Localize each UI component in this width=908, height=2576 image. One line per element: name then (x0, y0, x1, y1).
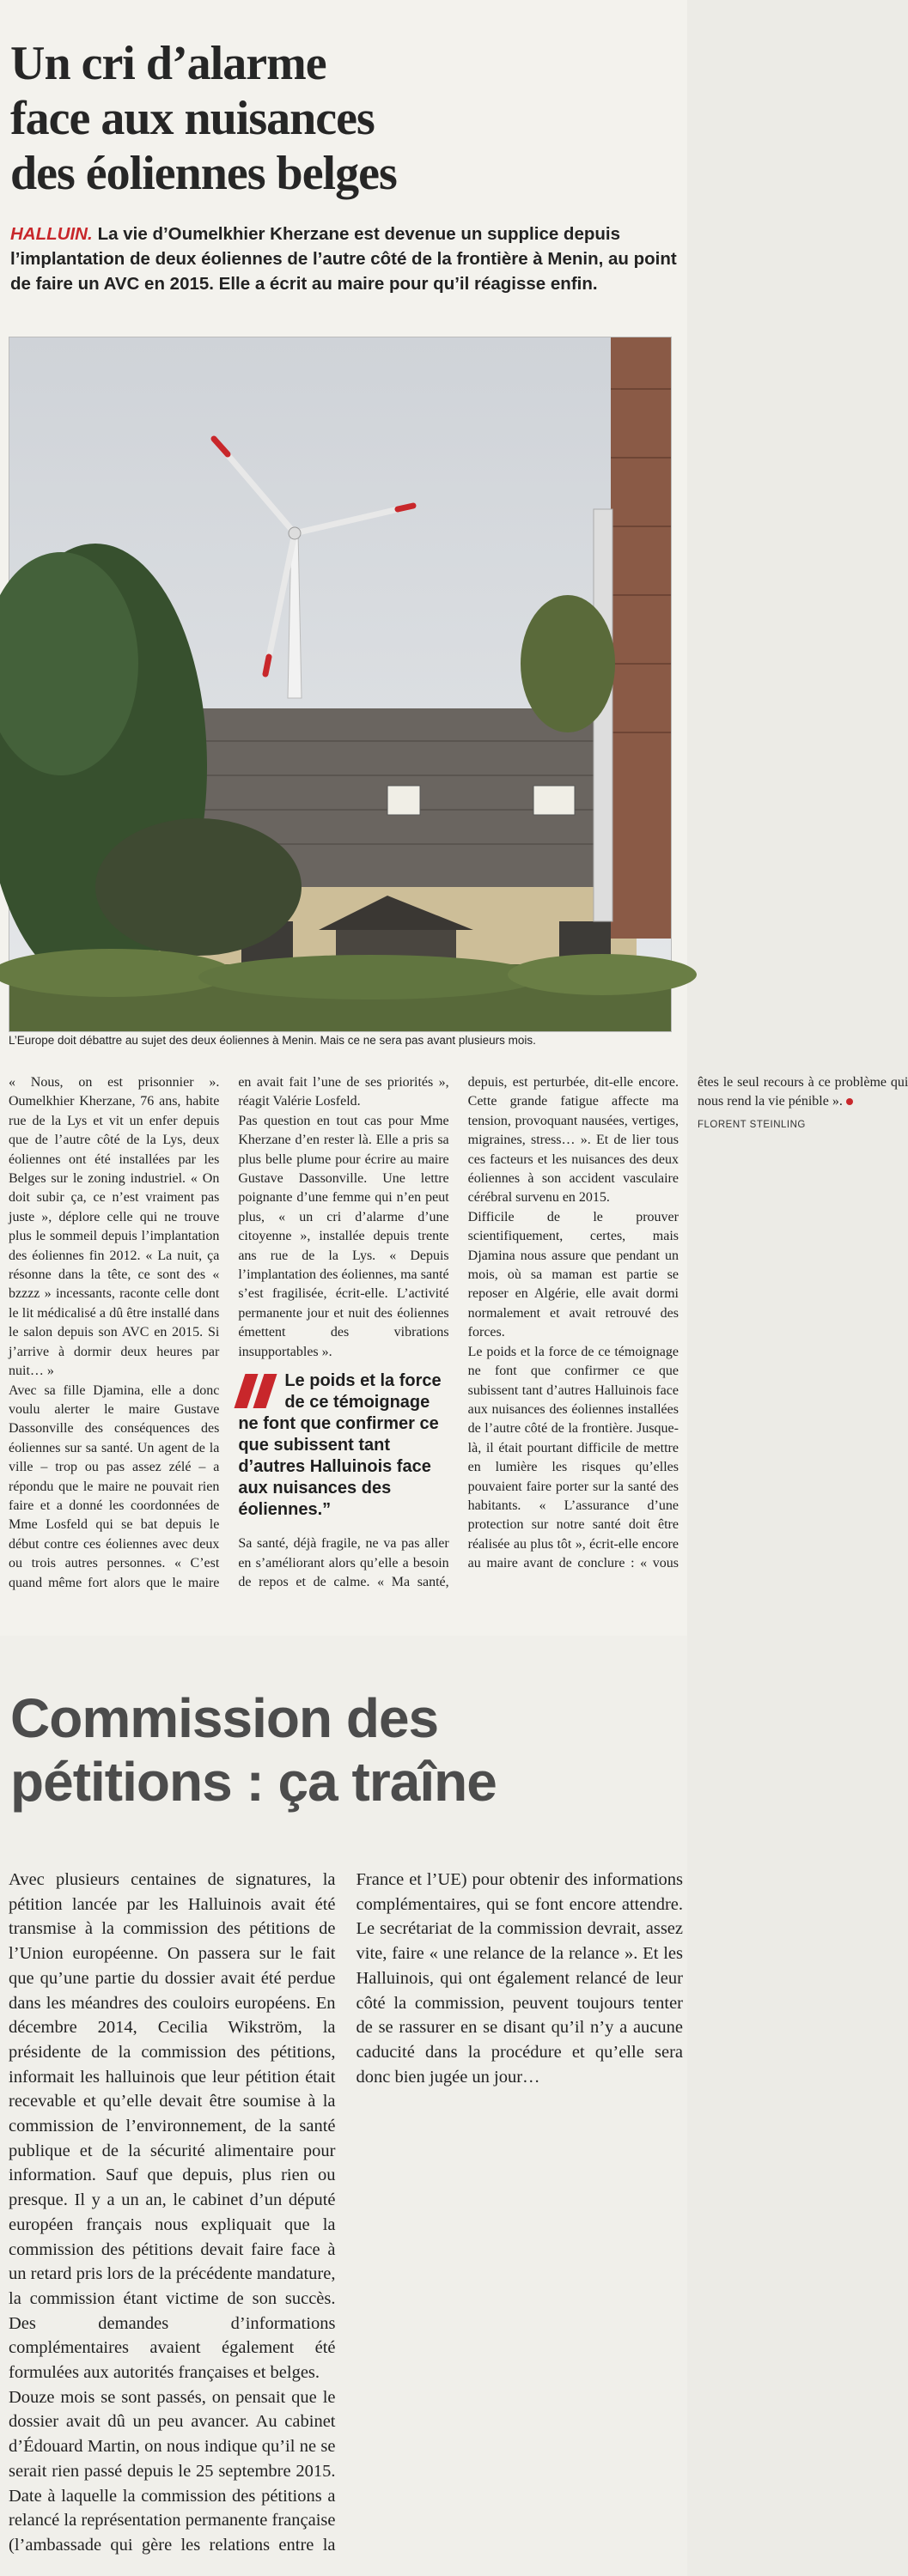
title-line: Commission des (10, 1687, 439, 1750)
article2-body (9, 1868, 683, 2563)
body-paragraph: Pas question en tout cas pour Mme Kherzane d’en rester là. Elle a pris sa plus belle plume pour écrire au maire Gustave Dassonville. Une lettre poignante d’une femme qui n’en peut plus, « un cri d’alarme d’une citoyenne », installée depuis trente ans rue de la Lys. « Depuis l’implantation des éoliennes, ma santé s’est fragilisée, écrit-elle. L’activité permanente jour et nuit des éoliennes émettent des vibrations insupportables ». (238, 1113, 449, 1359)
body-paragraph: Avec sa fille Djamina, elle a donc voulu alerter le maire Gustave Dassonville des conséquences des éoliennes sur sa santé. Un agent de la ville – trop ou pas assez zélé – a répondu que le maire ne pouvait rien faire et a donné les coordonnées de Mme Losfeld qui se bat depuis le début contre ces éoliennes avec deux ou trois autres personnes. « C’est quand même fort alors que le maire en avait fait l’une de ses priorités », réagit Valérie Losfeld. (9, 1075, 449, 1590)
lede-text: La vie d’Oumelkhier Kherzane est devenue un supplice depuis l’implantation de deux éoliennes de l’autre côté de la frontière à Menin, au point de faire un AVC en 2015. Elle a écrit au maire pour qu’il réagisse enfin. (10, 224, 677, 294)
photo-caption: L’Europe doit débattre au sujet des deux éoliennes à Menin. Mais ce ne sera pas avant plusieurs mois. (9, 1034, 536, 1047)
article-lede (10, 222, 677, 296)
byline: FLORENT STEINLING (697, 1119, 806, 1130)
pull-quote-text: Le poids et la force de ce témoignage ne font que confirmer ce que subissent tant d’autres Halluinois face aux nuisances des éoliennes.” (238, 1371, 442, 1520)
wind-turbine-house-photo (9, 337, 671, 1031)
headline-line: Un cri d’alarme (10, 36, 326, 90)
body-paragraph: Difficile de le prouver scientifiquement, certes, mais Djamina nous assure que pendant un mois, où sa maman est partie se reposer en Algérie, elle avait dormi normalement et avait retrouvé des forces. (467, 1209, 679, 1340)
body-paragraph: Sa santé, déjà fragile, ne va pas aller en s’améliorant alors qu’elle a besoin de repos et de calme. « Ma santé, depuis, est perturbée, dit-elle encore. Cette grande fatigue affecte ma tension, provoquant nausées, vertiges, migraines, stress… ». Et de lier tous ces facteurs et les nuisances des deux éoliennes à son accident vasculaire cérébral survenu en 2015. (238, 1075, 679, 1589)
body-paragraph: « Nous, on est prisonnier ». Oumelkhier Kherzane, 76 ans, habite rue de la Lys et vit un enfer depuis que de l’autre côté de la Lys, deux éoliennes ont été installées par les Belges sur le zoning industriel. « On doit subir ça, ce n’est vraiment pas juste », déplore celle qui ne trouve plus le sommeil depuis l’implantation des éoliennes fin 2012. « La nuit, ça résonne dans la tête, ce sont des « bzzzz » incessants, raconte celle dont le lit médicalisé a dû être installé dans le salon depuis son AVC en 2015. Si j’arrive à dormir deux heures par nuit… » (9, 1075, 220, 1379)
headline-line: face aux nuisances (10, 91, 375, 145)
lede-location: HALLUIN. (10, 224, 93, 244)
article-body (9, 1073, 908, 1610)
headline-line: des éoliennes belges (10, 146, 397, 200)
article-petitions (0, 1636, 687, 2576)
article2-title (10, 1686, 680, 1814)
pull-quote (238, 1370, 448, 1521)
body-paragraph: Avec plusieurs centaines de signatures, la pétition lancée par les Halluinois avait été transmise à la commission des pétitions de l’Union européenne. On passera sur le fait que qu’une partie du dossier avait été perdue dans les méandres des couloirs européens. En décembre 2014, Cecilia Wikström, la présidente de la commission des pétitions, informait les halluinois que leur pétition était recevable et qu’elle devait être soumise à la commission de l’environnement, de la santé publique et de la sécurité alimentaire pour information. Sauf que depuis, plus rien ou presque. Il y a un an, le cabinet d’un député européen français nous expliquait que la commission des pétitions devait faire face à un retard pris lors de la précédente mandature, la commission étant victime de son succès. Des demandes d’informations complémentaires avaient également été formulées aux autorités françaises et belges. (9, 1870, 336, 2383)
quote-mark-icon (238, 1374, 276, 1408)
title-line: pétitions : ça traîne (10, 1751, 497, 1814)
end-mark-icon (846, 1098, 853, 1105)
article-photo (9, 337, 672, 1032)
body-paragraph-text: Le poids et la force de ce témoignage ne font que confirmer ce que subissent tant d’autres Halluinois face aux nuisances des éoliennes installées de l’autre côté de la frontière. Jusque-là, il était pourtant difficile de mettre en lumière les risques qu’elles pouvaient faire porter sur la santé des habitants. « L’assurance d’une protection sur notre santé doit être réalisée au plus tôt », écrit-elle encore au maire avant de conclure : « vous êtes le seul recours à ce problème qui nous rend la vie pénible ». (467, 1075, 908, 1571)
body-paragraph: Douze mois se sont passés, on pensait que le dossier avait dû un peu avancer. Au cabinet d’Édouard Martin, on nous indique qu’il ne se serait rien passé depuis le 25 septembre 2015. Date à laquelle la commission des pétitions a relancé la représentation permanente française (l’ambassade qui gère les relations entre la France et l’UE) pour obtenir des informations complémentaires, qui se font encore attendre. Le secrétariat de la commission devrait, assez vite, faire « une relance de la relance ». Et les Halluinois, qui ont également relancé de leur côté la commission, peuvent toujours tenter de se rassurer en se disant qu’il n’y a aucune caducité dans la procédure et qu’elle sera donc bien jugée un jour… (9, 1870, 683, 2555)
article-headline (10, 36, 680, 201)
